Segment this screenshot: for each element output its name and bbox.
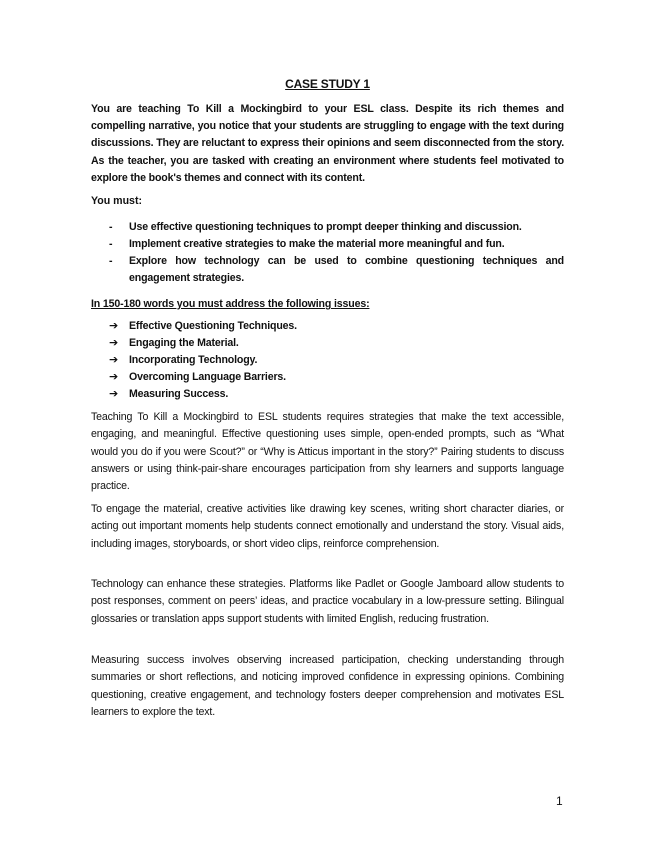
dash-bullet-icon: - — [109, 221, 113, 233]
list-item: ➔ Measuring Success. — [91, 386, 297, 403]
list-item: ➔ Engaging the Material. — [91, 335, 297, 352]
intro-paragraph: You are teaching To Kill a Mockingbird to your ESL class. Despite its rich themes and compelling narrative, you notice that your students are struggling to engage with the text during discussions. They are reluctant to express their opinions and seem disconnected from the story. As the teacher, you are tasked with creating an environment where students feel motivated to explore the book's themes and connect with its content. — [91, 103, 564, 184]
list-item: - Explore how technology can be used to combine questioning techniques and engagement strategies. — [109, 255, 564, 284]
list-item: ➔ Incorporating Technology. — [91, 352, 297, 369]
body-paragraph: To engage the material, creative activities like drawing key scenes, writing short character diaries, or acting out important moments help students connect emotionally and understand the story. Visual aids, including images, storyboards, or short video clips, reinforce comprehension. — [91, 503, 564, 550]
issues-heading: In 150-180 words you must address the following issues: — [91, 298, 370, 310]
arrow-right-icon: ➔ — [109, 320, 119, 332]
body-paragraph: Teaching To Kill a Mockingbird to ESL students requires strategies that make the text accessible, engaging, and meaningful. Effective questioning uses simple, open-ended prompts, such as “What would you do if you were Scout?” or “Why is Atticus important in the story?” Pairing students to discuss answers or using think-pair-share encourages participation from shy learners and supports language practice. — [91, 411, 564, 493]
task-list — [91, 219, 564, 287]
list-item: ➔ Effective Questioning Techniques. — [91, 318, 297, 335]
you-must-heading: You must: — [91, 195, 143, 207]
arrow-right-icon: ➔ — [109, 371, 119, 383]
arrow-right-icon: ➔ — [109, 388, 119, 400]
page-number: 1 — [556, 794, 563, 808]
page-title: CASE STUDY 1 — [285, 77, 370, 91]
dash-bullet-icon: - — [109, 255, 113, 267]
list-item: ➔ Overcoming Language Barriers. — [91, 369, 297, 386]
arrow-right-icon: ➔ — [109, 337, 119, 349]
issues-list — [91, 318, 297, 403]
list-item: - Implement creative strategies to make the material more meaningful and fun. — [91, 236, 564, 253]
dash-bullet-icon: - — [109, 238, 113, 250]
arrow-right-icon: ➔ — [109, 354, 119, 366]
body-paragraph: Technology can enhance these strategies. Platforms like Padlet or Google Jamboard allow students to post responses, comment on peers’ ideas, and practice vocabulary in a low-pressure setting. Bilingual glossaries or translation apps support students with limited English, reducing frustration. — [91, 578, 564, 625]
body-paragraph: Measuring success involves observing increased participation, checking understanding through summaries or short reflections, and noticing improved confidence in expressing opinions. Combining questioning, creative engagement, and technology fosters deeper comprehension and motivates ESL learners to explore the text. — [91, 654, 564, 718]
list-item: - Use effective questioning techniques to prompt deeper thinking and discussion. — [91, 219, 564, 236]
